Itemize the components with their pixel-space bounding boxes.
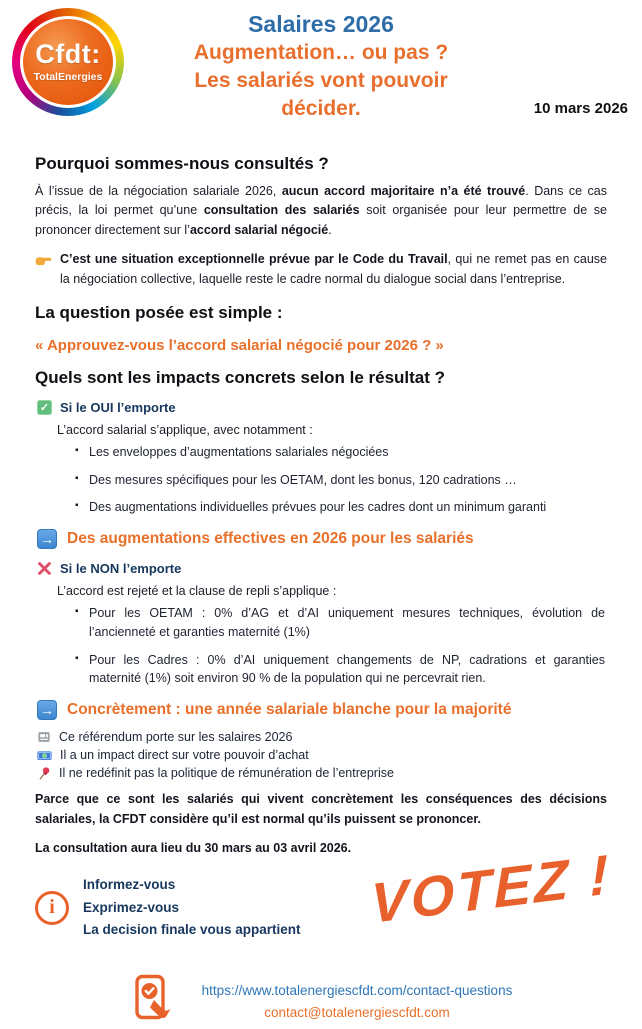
votez-slogan: VOTEZ ! [370, 842, 612, 936]
key-points [37, 730, 607, 780]
no-outcome-text: Concrètement : une année salariale blanche pour la majorité [67, 701, 512, 719]
cta-line-2: Exprimez-vous [83, 899, 180, 915]
yes-case-label: Si le OUI l’emporte [60, 399, 176, 415]
yes-bullet-list [75, 443, 607, 517]
code-du-travail-text: C’est une situation exceptionnelle prévue par le Code du Travail, qui ne remet pas en cause la négociation collective, laquelle reste le cadre normal du dialogue social dans l’entreprise. [60, 252, 607, 286]
no-outcome-heading [37, 700, 607, 720]
consultation-dates: La consultation aura lieu du 30 mars au 03 avril 2026. [35, 840, 352, 855]
newspaper-icon [37, 730, 51, 744]
cta-line-3: La decision finale vous appartient [83, 921, 301, 937]
publication-date: 10 mars 2026 [533, 100, 628, 117]
contact-questions-link[interactable]: https://www.totalenergiescfdt.com/contact-questions [201, 983, 513, 999]
list-item: ▪ Pour les OETAM : 0% d’AG et d’AI uniquement mesures techniques, évolution de l’ancienneté et garanties maternité (1%) [75, 604, 607, 642]
list-item: ▪ Des augmentations individuelles prévues pour les cadres dont un minimum garanti [75, 498, 607, 517]
no-case-label: Si le NON l’emporte [60, 561, 182, 577]
logo-inner-circle [20, 16, 116, 108]
page-subtitle [130, 39, 512, 123]
key-point-text: Il ne redéfinit pas la politique de rémunération de l’entreprise [59, 766, 394, 781]
logo-sub-text: TotalEnergies [33, 71, 103, 83]
logo-brand-text: Cfdt: [35, 39, 101, 69]
page-title: Salaires 2026 [248, 11, 394, 37]
referendum-question: « Approuvez-vous l’accord salarial négocié pour 2026 ? » [35, 336, 444, 354]
no-bullet-list [75, 604, 607, 688]
code-du-travail-note [35, 250, 607, 289]
key-point-text: Ce référendum porte sur les salaires 2026 [59, 730, 293, 745]
right-arrow-icon: → [37, 700, 57, 720]
footer [0, 974, 642, 1029]
yes-case-row [37, 400, 607, 415]
phone-vote-icon [130, 974, 178, 1029]
section-heading-impacts: Quels sont les impacts concrets selon le résultat ? [35, 367, 446, 387]
section-heading-why: Pourquoi sommes-nous consultés ? [35, 154, 329, 173]
content [0, 154, 642, 858]
list-item: ▪ Les enveloppes d’augmentations salariales négociées [75, 443, 607, 462]
cfdt-statement: Parce que ce sont les salariés qui vivent concrètement les conséquences des décisions salariales, la CFDT considère qu’il est normal qu’ils puissent se prononcer. [35, 792, 607, 826]
yes-outcome-text: Des augmentations effectives en 2026 pour les salariés [67, 530, 474, 548]
why-intro-paragraph: À l’issue de la négociation salariale 2026, aucun accord majoritaire n’a été trouvé. Dans ce cas précis, la loi permet qu’une consultation des salariés soit organisée pour leur permettre de se prononcer directement sur l’accord salarial négocié. [35, 184, 608, 237]
footer-links [202, 980, 513, 1023]
cfdt-totalenergies-logo [12, 8, 124, 116]
list-item: ▪ Pour les Cadres : 0% d’AI uniquement changements de NP, cadrations et garanties maternité (1%) soit environ 90 % de la population qui ne percevrait rien. [75, 651, 607, 689]
cta-line-1: Informez-vous [83, 877, 176, 893]
right-arrow-icon: → [37, 529, 57, 549]
yes-intro: L’accord salarial s’applique, avec notamment : [57, 422, 313, 437]
title-block [130, 10, 512, 123]
key-point-text: Il a un impact direct sur votre pouvoir d’achat [60, 748, 309, 763]
info-icon: i [35, 891, 69, 925]
yes-outcome-heading [37, 529, 607, 549]
list-item: ▪ Des mesures spécifiques pour les OETAM, dont les bonus, 120 cadrations … [75, 471, 607, 490]
pushpin-icon [37, 766, 51, 780]
contact-email-link[interactable]: contact@totalenergiescfdt.com [264, 1004, 450, 1020]
key-point-row [37, 766, 607, 780]
key-point-row [37, 748, 607, 762]
header [0, 0, 642, 140]
subtitle-line-2: Les salariés vont pouvoir [194, 68, 448, 92]
banknote-icon [37, 749, 52, 762]
pointing-finger-icon [35, 252, 52, 289]
subtitle-line-3: décider. [281, 96, 361, 120]
no-intro: L’accord est rejeté et la clause de repli s’applique : [57, 584, 337, 599]
section-heading-question: La question posée est simple : [35, 302, 283, 322]
key-point-row [37, 730, 607, 744]
subtitle-line-1: Augmentation… ou pas ? [193, 40, 449, 64]
green-check-icon: ✓ [37, 400, 52, 415]
cta-lines [83, 874, 301, 941]
red-cross-icon [37, 561, 52, 576]
no-case-row [37, 561, 607, 576]
